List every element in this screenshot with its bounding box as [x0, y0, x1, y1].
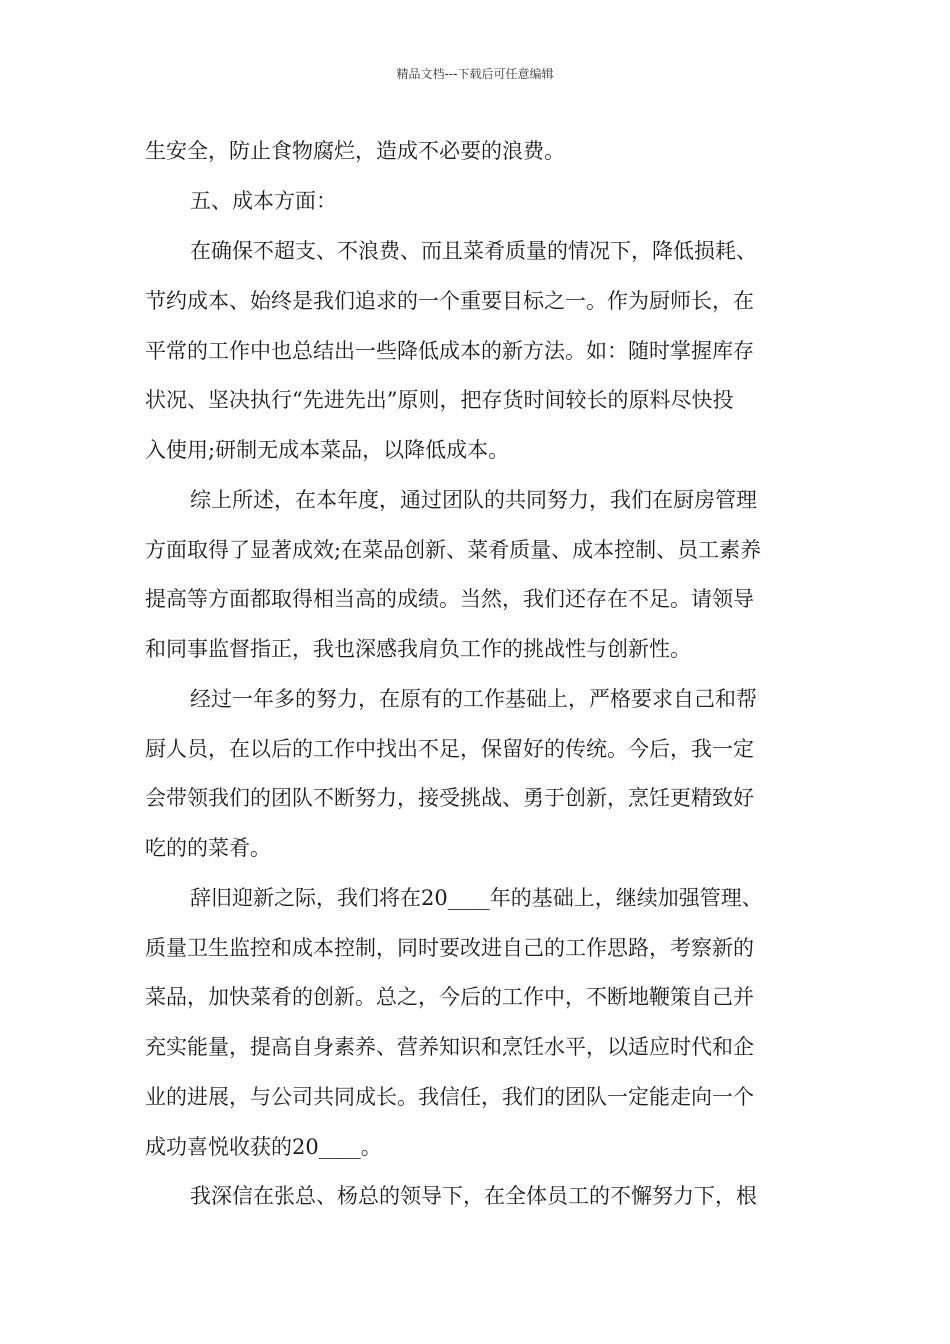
- body-line: 平常的工作中也总结出一些降低成本的新方法。如：随时掌握库存: [145, 339, 754, 363]
- body-line: 在确保不超支、不浪费、而且菜肴质量的情况下，降低损耗、: [190, 239, 757, 263]
- body-line: 和同事监督指正，我也深感我肩负工作的挑战性与创新性。: [145, 637, 691, 661]
- body-line: 吃的的菜肴。: [145, 836, 271, 860]
- page-header: 精品文档---下载后可任意编辑: [396, 67, 554, 81]
- body-line: 质量卫生监控和成本控制，同时要改进自己的工作思路，考察新的: [145, 936, 754, 960]
- body-line: 辞旧迎新之际，我们将在20____年的基础上，继续加强管理、: [190, 886, 763, 910]
- body-line: 厨人员，在以后的工作中找出不足，保留好的传统。今后，我一定: [145, 737, 754, 761]
- body-line: 方面取得了显著成效;在菜品创新、菜肴质量、成本控制、员工素养: [145, 538, 762, 562]
- body-line: 业的进展，与公司共同成长。我信任，我们的团队一定能走向一个: [145, 1085, 754, 1109]
- body-line: 会带领我们的团队不断努力，接受挑战、勇于创新，烹饪更精致好: [145, 786, 754, 810]
- body-line: 我深信在张总、杨总的领导下，在全体员工的不懈努力下，根: [190, 1184, 757, 1208]
- body-line: 提高等方面都取得相当高的成绩。当然，我们还存在不足。请领导: [145, 587, 754, 611]
- body-line: 成功喜悦收获的20____。: [145, 1135, 382, 1159]
- section-heading: 五、成本方面：: [190, 189, 337, 213]
- body-line: 经过一年多的努力，在原有的工作基础上，严格要求自己和帮: [190, 687, 757, 711]
- body-line: 入使用;研制无成本菜品，以降低成本。: [145, 438, 510, 462]
- body-line: 状况、坚决执行“先进先出”原则，把存货时间较长的原料尽快投: [145, 388, 734, 412]
- body-line: 综上所述，在本年度，通过团队的共同努力，我们在厨房管理: [190, 488, 757, 512]
- body-line: 生安全，防止食物腐烂，造成不必要的浪费。: [145, 139, 565, 163]
- body-line: 充实能量，提高自身素养、营养知识和烹饪水平，以适应时代和企: [145, 1035, 754, 1059]
- body-line: 菜品，加快菜肴的创新。总之，今后的工作中，不断地鞭策自己并: [145, 985, 754, 1009]
- body-line: 节约成本、始终是我们追求的一个重要目标之一。作为厨师长，在: [145, 289, 754, 313]
